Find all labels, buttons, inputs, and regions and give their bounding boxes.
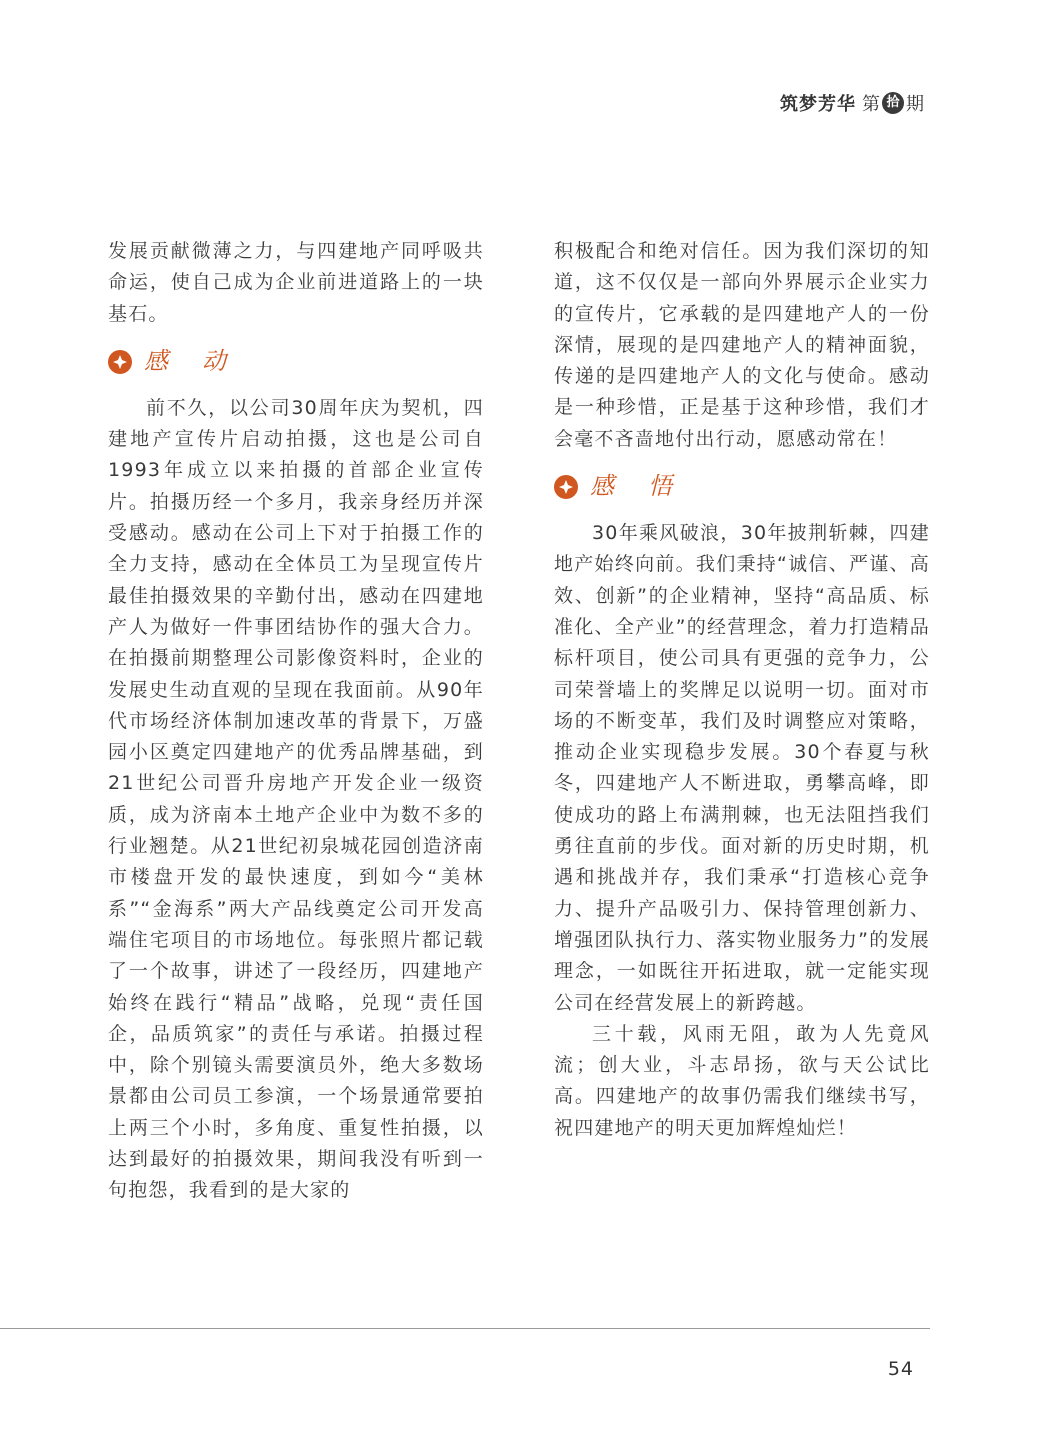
section-title: 感悟 — [590, 472, 706, 501]
left-column — [108, 236, 484, 1207]
section-heading-ganwu — [554, 472, 930, 502]
section-paragraph: 30年乘风破浪，30年披荆斩棘，四建地产始终向前。我们秉持“诚信、严谨、高效、创新”的企业精神，坚持“高品质、标准化、全产业”的经营理念，着力打造精品标杆项目，使公司具有更强的竞争力，公司荣誉墙上的奖牌足以说明一切。面对市场的不断变革，我们及时调整应对策略，推动企业实现稳步发展。30个春夏与秋冬，四建地产人不断进取，勇攀高峰，即使成功的路上布满荆棘，也无法阻挡我们勇往直前的步伐。面对新的历史时期，机遇和挑战并存，我们秉承“打造核心竞争力、提升产品吸引力、保持管理创新力、增强团队执行力、落实物业服务力”的发展理念，一如既往开拓进取，就一定能实现公司在经营发展上的新跨越。 — [554, 522, 930, 1014]
magazine-title: 筑梦芳华 — [780, 94, 856, 115]
issue-number-badge: 拾 — [882, 92, 904, 114]
running-header — [780, 90, 924, 116]
closing-paragraph: 三十载，风雨无阻，敢为人先竟风流；创大业，斗志昂扬，欲与天公试比高。四建地产的故事仍需我们继续书写，祝四建地产的明天更加辉煌灿烂！ — [554, 1022, 930, 1139]
section-paragraph: 前不久，以公司30周年庆为契机，四建地产宣传片启动拍摄，这也是公司自1993年成立以来拍摄的首部企业宣传片。拍摄历经一个多月，我亲身经历并深受感动。感动在公司上下对于拍摄工作的全力支持，感动在全体员工为呈现宣传片最佳拍摄效果的辛勤付出，感动在四建地产人为做好一件事团结协作的强大合力。在拍摄前期整理公司影像资料时，企业的发展史生动直观的呈现在我面前。从90年代市场经济体制加速改革的背景下，万盛园小区奠定四建地产的优秀品牌基础，到21世纪公司晋升房地产开发企业一级资质，成为济南本土地产企业中为数不多的行业翘楚。从21世纪初泉城花园创造济南市楼盘开发的最快速度，到如今“美林系”“金海系”两大产品线奠定公司开发高端住宅项目的市场地位。每张照片都记载了一个故事，讲述了一段经历，四建地产始终在践行“精品”战略，兑现“责任国企，品质筑家”的责任与承诺。拍摄过程中，除个别镜头需要演员外，绝大多数场景都由公司员工参演，一个场景通常要拍上两三个小时，多角度、重复性拍摄，以达到最好的拍摄效果，期间我没有听到一句抱怨，我看到的是大家的 — [108, 396, 484, 1202]
continued-paragraph: 积极配合和绝对信任。因为我们深切的知道，这不仅仅是一部向外界展示企业实力的宣传片，它承载的是四建地产人的一份深情，展现的是四建地产人的精神面貌，传递的是四建地产人的文化与使命。感动是一种珍惜，正是基于这种珍惜，我们才会毫不吝啬地付出行动，愿感动常在！ — [554, 240, 930, 450]
section-title: 感动 — [144, 347, 260, 376]
diamond-star-icon — [108, 350, 132, 374]
issue-prefix: 第 — [862, 94, 880, 115]
right-column — [554, 236, 930, 1144]
diamond-star-icon — [554, 475, 578, 499]
intro-paragraph: 发展贡献微薄之力，与四建地产同呼吸共命运，使自己成为企业前进道路上的一块基石。 — [108, 240, 484, 325]
page-number: 54 — [887, 1358, 914, 1380]
footer-rule — [0, 1328, 930, 1329]
issue-suffix: 期 — [906, 94, 924, 115]
section-heading-gandong — [108, 347, 484, 377]
